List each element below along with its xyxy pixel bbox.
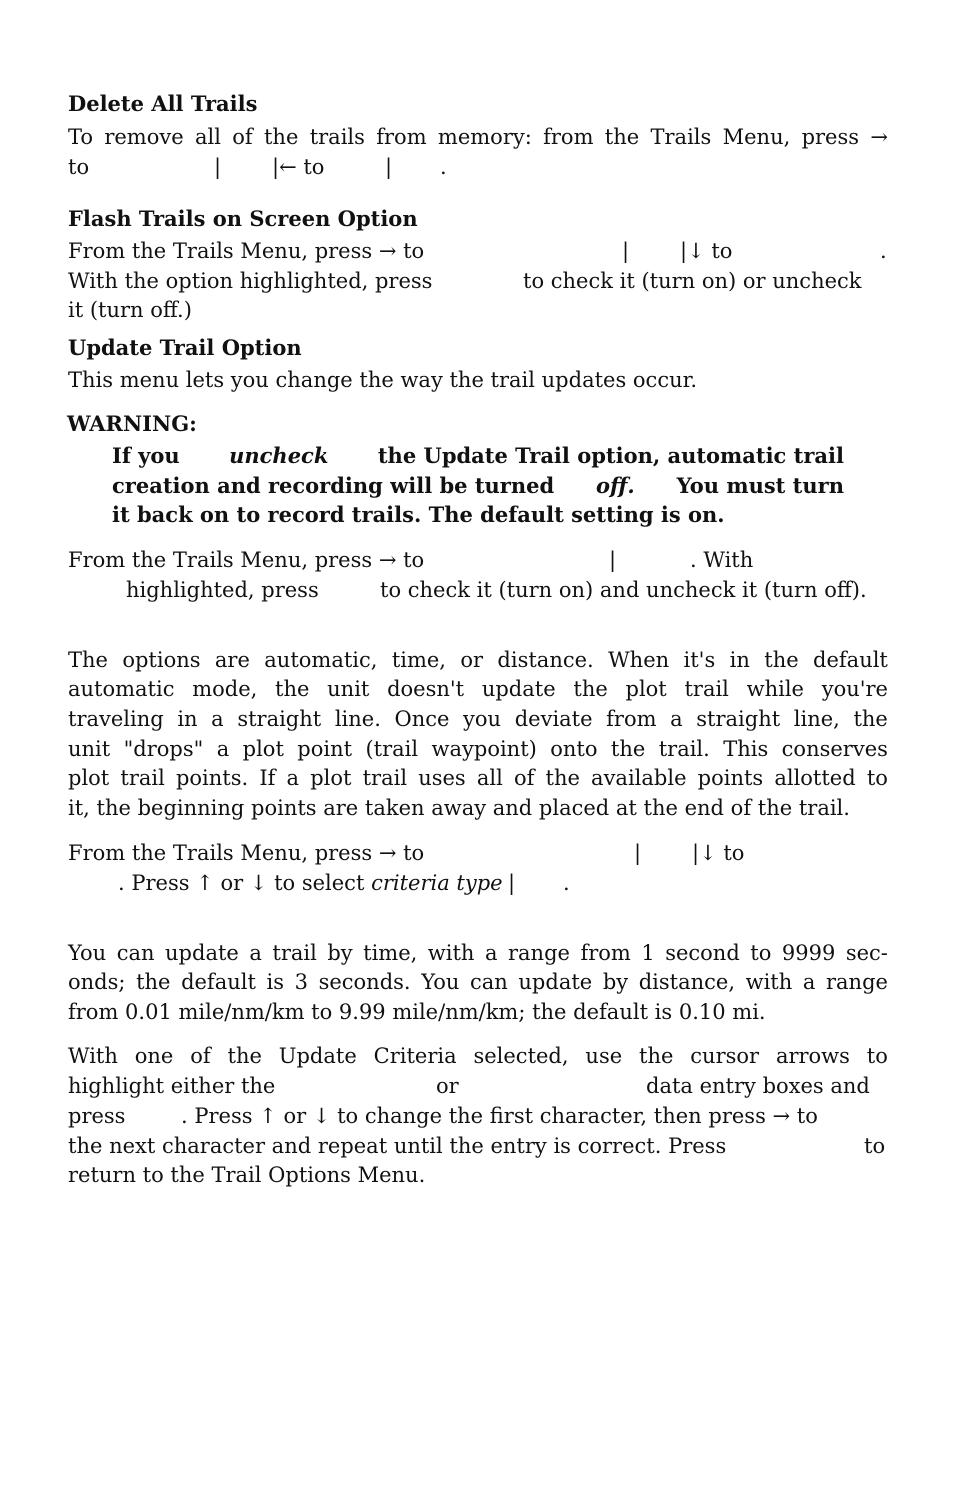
word: you — [463, 707, 502, 731]
word: you're — [821, 677, 888, 701]
word: onds; — [68, 970, 126, 994]
word: from — [606, 707, 657, 731]
emphasis: criteria type — [371, 871, 503, 895]
update-steps-line-2a: highlighted, press — [126, 578, 319, 602]
criteria-steps-line-2c: . — [563, 871, 570, 895]
criteria-para-line-4 — [68, 734, 888, 764]
word: allotted — [774, 766, 856, 790]
word: use — [585, 1044, 623, 1068]
word: to — [866, 766, 888, 790]
word: Update — [278, 1044, 357, 1068]
word: a — [484, 941, 498, 965]
entry-line-1 — [68, 1041, 888, 1071]
word: line. — [334, 707, 381, 731]
word: trails — [309, 125, 365, 149]
word: distance, — [638, 970, 736, 994]
word: waypoint) — [431, 737, 537, 761]
warning-line-1 — [112, 441, 844, 471]
word: to — [866, 1044, 888, 1068]
delete-all-trails-heading: Delete All Trails — [68, 91, 258, 116]
update-steps-line-2b: to check it (turn on) and uncheck it (turn off). — [380, 578, 867, 602]
word: seconds. — [318, 970, 411, 994]
word: deviate — [514, 707, 593, 731]
word: the — [604, 125, 640, 149]
word: from — [376, 125, 427, 149]
emphasis: uncheck — [229, 443, 329, 468]
word: trail — [362, 766, 408, 790]
word: default — [813, 648, 888, 672]
word: (trail — [365, 737, 419, 761]
ranges-line-2 — [68, 967, 888, 997]
word: automatic, — [264, 648, 378, 672]
word: a — [802, 970, 816, 994]
word: default — [181, 970, 256, 994]
word: of — [232, 125, 253, 149]
entry-line-3b: . Press ↑ or ↓ to change the first character, then press → to — [181, 1104, 818, 1128]
word: distance. — [497, 648, 594, 672]
word: plot — [310, 766, 352, 790]
delete-all-trails-line-2e: . — [440, 155, 447, 179]
word: time, — [363, 941, 418, 965]
entry-line-2c: data entry boxes and — [646, 1074, 870, 1098]
flash-trails-line-3: it (turn off.) — [68, 298, 192, 322]
word: from — [580, 941, 631, 965]
text: If you — [112, 443, 180, 468]
warning-line-2 — [112, 471, 844, 501]
word: sec- — [845, 941, 888, 965]
word: update — [518, 970, 593, 994]
word: mode, — [192, 677, 258, 701]
word: in — [729, 648, 750, 672]
warning-line-3: it back on to record trails. The default setting is on. — [112, 502, 725, 527]
word: conserves — [781, 737, 888, 761]
word: You — [68, 941, 107, 965]
word: points. — [175, 766, 249, 790]
word: with — [745, 970, 793, 994]
entry-line-2b: or — [436, 1074, 459, 1098]
criteria-steps-line-1c: |↓ to — [692, 841, 745, 865]
entry-line-3a: press — [68, 1104, 126, 1128]
flash-trails-line-1d: . — [880, 239, 887, 263]
word: plot — [68, 766, 110, 790]
flash-trails-heading: Flash Trails on Screen Option — [68, 206, 418, 231]
criteria-steps-line-2 — [118, 868, 503, 898]
delete-all-trails-line-2c: |← to — [272, 155, 325, 179]
flash-trails-line-2a: With the option highlighted, press — [68, 269, 433, 293]
word: With — [68, 1044, 118, 1068]
word: trail — [684, 677, 729, 701]
delete-all-trails-line-1 — [68, 122, 888, 152]
word: Criteria — [373, 1044, 457, 1068]
word: range — [507, 941, 570, 965]
word: 3 — [294, 970, 308, 994]
flash-trails-line-1b: | — [622, 239, 630, 263]
word: a — [249, 941, 262, 965]
word: points — [697, 766, 764, 790]
word: can — [470, 970, 508, 994]
criteria-steps-line-1a: From the Trails Menu, press → to — [68, 841, 425, 865]
update-steps-line-1a: From the Trails Menu, press → to — [68, 548, 425, 572]
delete-all-trails-line-2a: to — [68, 155, 90, 179]
word: the — [764, 648, 799, 672]
word: all — [476, 766, 503, 790]
criteria-para-line-5 — [68, 763, 888, 793]
word: of — [513, 766, 535, 790]
word: by — [327, 941, 353, 965]
word: trail — [120, 766, 165, 790]
word: The — [68, 648, 108, 672]
criteria-para-line-3 — [68, 704, 888, 734]
criteria-steps-line-2b: | — [508, 871, 516, 895]
update-trail-intro: This menu lets you change the way the trail updates occur. — [68, 368, 698, 392]
word: traveling — [68, 707, 164, 731]
word: range — [825, 970, 888, 994]
text: the Update Trail option, automatic trail — [377, 443, 844, 468]
flash-trails-line-2b: to check it (turn on) or uncheck — [523, 269, 862, 293]
word: or — [460, 648, 484, 672]
word: a — [286, 766, 300, 790]
word: remove — [104, 125, 184, 149]
word: options — [122, 648, 201, 672]
word: 9999 — [781, 941, 836, 965]
word: uses — [418, 766, 466, 790]
word: straight — [696, 707, 781, 731]
word: one — [134, 1044, 174, 1068]
word: plot — [625, 677, 667, 701]
word: available — [591, 766, 687, 790]
update-trail-heading: Update Trail Option — [68, 335, 302, 360]
word: automatic — [68, 677, 175, 701]
word: This — [723, 737, 769, 761]
word: a — [216, 737, 230, 761]
word: the — [610, 737, 646, 761]
word: with — [427, 941, 475, 965]
delete-all-trails-line-2b: | — [214, 155, 222, 179]
word: unit — [327, 677, 370, 701]
word: are — [214, 648, 250, 672]
word: plot — [242, 737, 284, 761]
word: When — [608, 648, 670, 672]
word: trail — [272, 941, 317, 965]
word: a — [670, 707, 683, 731]
text: . Press ↑ or ↓ to select — [118, 871, 365, 895]
word: trail. — [658, 737, 710, 761]
word: the — [227, 1044, 262, 1068]
criteria-para-line-2 — [68, 674, 888, 704]
word: If — [259, 766, 276, 790]
word: a — [211, 707, 224, 731]
word: memory: — [437, 125, 532, 149]
entry-line-4a: the next character and repeat until the entry is correct. Press — [68, 1134, 727, 1158]
word: Menu, — [722, 125, 791, 149]
word: To — [68, 125, 94, 149]
emphasis: off. — [596, 473, 635, 498]
word: selected, — [473, 1044, 569, 1068]
word: the — [853, 707, 888, 731]
update-steps-line-1c: . With — [690, 548, 754, 572]
criteria-para-line-1 — [68, 645, 888, 675]
word: time, — [391, 648, 446, 672]
entry-line-4b: to — [864, 1134, 886, 1158]
word: update — [165, 941, 239, 965]
word: straight — [237, 707, 322, 731]
word: can — [116, 941, 155, 965]
word: 1 — [641, 941, 655, 965]
word: is — [266, 970, 284, 994]
word: update — [481, 677, 556, 701]
criteria-steps-line-1b: | — [634, 841, 642, 865]
word: point — [297, 737, 353, 761]
word: from — [543, 125, 594, 149]
ranges-line-3: from 0.01 mile/nm/km to 9.99 mile/nm/km; the default is 0.10 mi. — [68, 1000, 766, 1024]
word: Once — [394, 707, 450, 731]
word: second — [665, 941, 740, 965]
word: cursor — [690, 1044, 760, 1068]
word: to — [750, 941, 772, 965]
word: press — [801, 125, 860, 149]
word: of — [190, 1044, 211, 1068]
word: arrows — [775, 1044, 850, 1068]
word: by — [602, 970, 629, 994]
word: the — [573, 677, 608, 701]
word: unit — [68, 737, 111, 761]
ranges-line-1 — [68, 938, 888, 968]
word: the — [136, 970, 171, 994]
text: You must turn — [676, 473, 844, 498]
word: the — [639, 1044, 674, 1068]
word: the — [263, 125, 299, 149]
word: while — [746, 677, 804, 701]
text: creation and recording will be turned — [112, 473, 555, 498]
warning-label: WARNING: — [67, 411, 197, 436]
word: "drops" — [123, 737, 204, 761]
entry-line-2a: highlight either the — [68, 1074, 276, 1098]
word: it's — [683, 648, 716, 672]
word: onto — [550, 737, 598, 761]
entry-line-5: return to the Trail Options Menu. — [68, 1163, 426, 1187]
word: line, — [793, 707, 840, 731]
delete-all-trails-line-2d: | — [385, 155, 393, 179]
word: in — [177, 707, 198, 731]
criteria-para-line-6: it, the beginning points are taken away and placed at the end of the trail. — [68, 796, 850, 820]
word: all — [194, 125, 221, 149]
update-steps-line-1b: | — [609, 548, 617, 572]
flash-trails-line-1a: From the Trails Menu, press → to — [68, 239, 425, 263]
word: doesn't — [387, 677, 465, 701]
word: the — [545, 766, 580, 790]
word: → — [870, 125, 888, 149]
word: the — [275, 677, 310, 701]
word: Trails — [650, 125, 712, 149]
word: You — [421, 970, 460, 994]
flash-trails-line-1c: |↓ to — [680, 239, 733, 263]
